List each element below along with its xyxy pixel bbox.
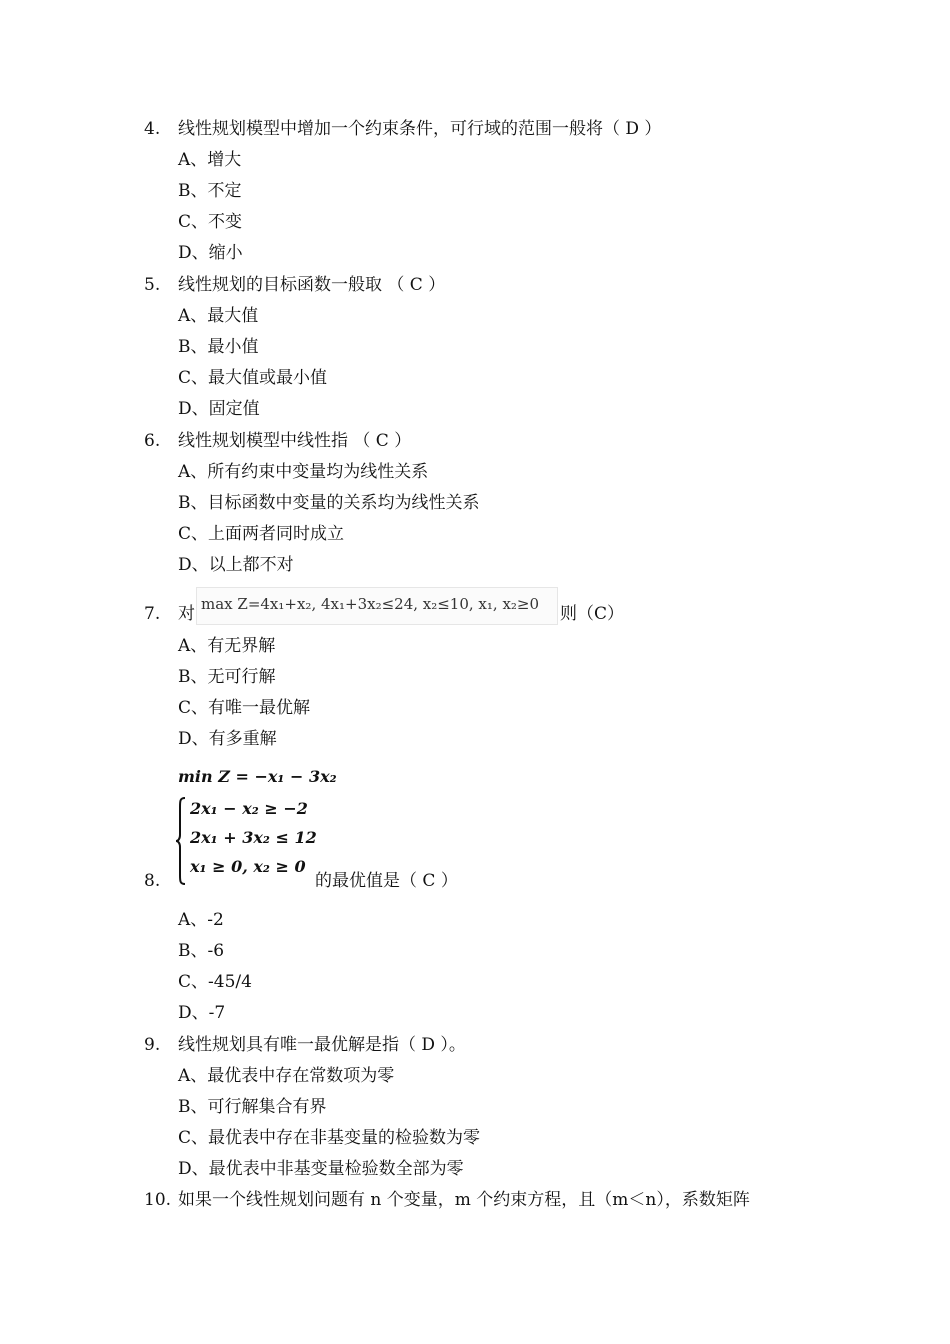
question-5-text: 线性规划的目标函数一般取 （ C ） [178, 275, 446, 295]
question-4-number: 4. [144, 119, 161, 139]
system-constraint-1: 2x₁ − x₂ ≥ −2 [190, 799, 308, 818]
question-6-number: 6. [144, 431, 161, 451]
question-7-option-d: D、有多重解 [178, 729, 277, 749]
question-9-option-b: B、可行解集合有界 [178, 1097, 327, 1117]
question-8-option-a: A、-2 [178, 910, 224, 930]
question-6-text: 线性规划模型中线性指 （ C ） [178, 431, 412, 451]
question-7-number: 7. [144, 604, 161, 624]
question-4-option-a: A、增大 [178, 150, 242, 170]
question-6-option-b: B、目标函数中变量的关系均为线性关系 [178, 493, 480, 513]
question-7-suffix: 则（C） [560, 604, 625, 624]
question-7-option-a: A、有无界解 [178, 636, 276, 656]
question-8-option-c: C、-45/4 [178, 972, 252, 992]
question-8-text: 的最优值是（ C ） [315, 871, 458, 891]
question-8-number: 8. [144, 871, 161, 891]
question-4-option-c: C、不变 [178, 212, 243, 232]
system-objective: min Z = −x₁ − 3x₂ [178, 767, 337, 786]
system-constraint-2: 2x₁ + 3x₂ ≤ 12 [190, 828, 317, 847]
question-9-option-d: D、最优表中非基变量检验数全部为零 [178, 1159, 464, 1179]
question-7-option-b: B、无可行解 [178, 667, 276, 687]
question-8-option-b: B、-6 [178, 941, 225, 961]
question-9-number: 9. [144, 1035, 161, 1055]
question-4-option-d: D、缩小 [178, 243, 243, 263]
question-5-option-d: D、固定值 [178, 399, 260, 419]
question-9-text: 线性规划具有唯一最优解是指（ D ）。 [178, 1035, 466, 1055]
question-5-number: 5. [144, 275, 161, 295]
question-9-option-c: C、最优表中存在非基变量的检验数为零 [178, 1128, 481, 1148]
question-5-option-b: B、最小值 [178, 337, 259, 357]
question-6-option-d: D、以上都不对 [178, 555, 294, 575]
left-brace-icon [176, 797, 186, 885]
question-8-option-d: D、-7 [178, 1003, 226, 1023]
question-4-option-b: B、不定 [178, 181, 242, 201]
question-7-formula: max Z=4x₁+x₂, 4x₁+3x₂≤24, x₂≤10, x₁, x₂≥0 [201, 595, 540, 613]
question-7-prefix: 对 [178, 604, 195, 624]
question-10-number: 10. [144, 1190, 172, 1210]
question-9-option-a: A、最优表中存在常数项为零 [178, 1066, 395, 1086]
question-7-option-c: C、有唯一最优解 [178, 698, 311, 718]
question-5-option-c: C、最大值或最小值 [178, 368, 328, 388]
question-6-option-c: C、上面两者同时成立 [178, 524, 345, 544]
system-constraint-3: x₁ ≥ 0, x₂ ≥ 0 [190, 857, 306, 876]
question-5-option-a: A、最大值 [178, 306, 259, 326]
question-10-text: 如果一个线性规划问题有 n 个变量，m 个约束方程，且（m＜n），系数矩阵 [178, 1190, 750, 1210]
question-6-option-a: A、所有约束中变量均为线性关系 [178, 462, 429, 482]
question-4-text: 线性规划模型中增加一个约束条件，可行域的范围一般将（ D ） [178, 119, 662, 139]
